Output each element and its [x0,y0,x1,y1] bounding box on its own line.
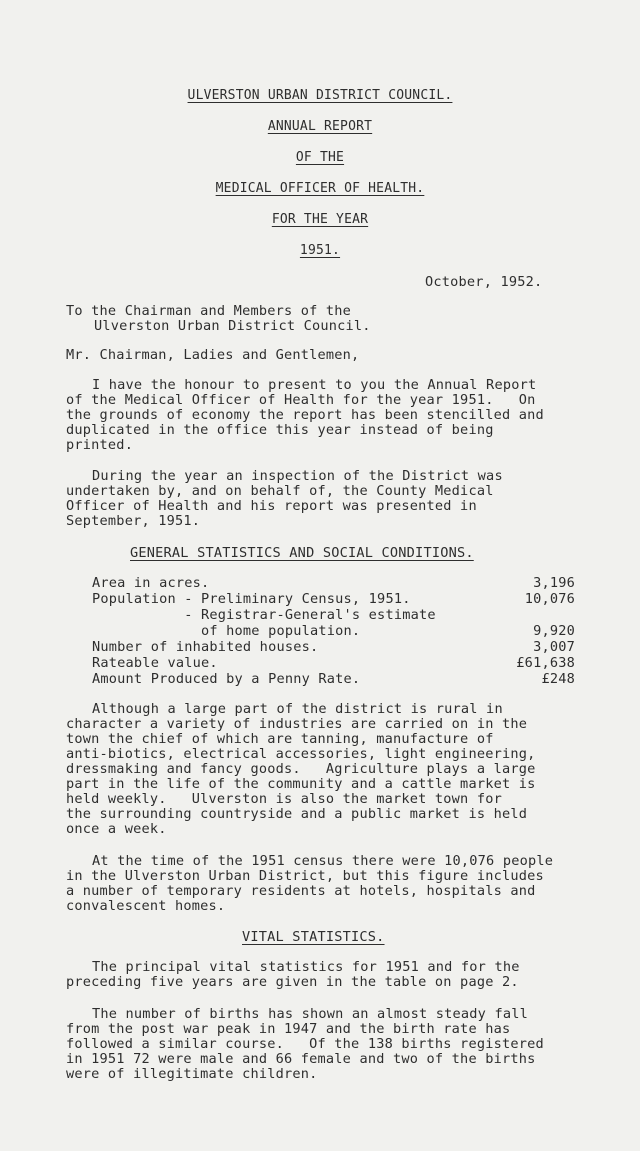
report-date: October, 1952. [425,274,543,290]
report-title: ANNUAL REPORT [267,119,373,134]
para6-line: in 1951 72 were male and 66 female and two of the births [66,1051,536,1067]
para3-line: part in the life of the community and a cattle market is [66,776,536,792]
stat-row [92,591,575,607]
para6-line: The number of births has shown an almost steady fall [92,1006,528,1022]
stat-row [92,655,575,671]
para5-line: The principal vital statistics for 1951 and for the [92,959,520,975]
para4-line: At the time of the 1951 census there were 10,076 people [92,853,554,869]
para2-line: September, 1951. [66,513,201,529]
section-title-general-statistics: GENERAL STATISTICS AND SOCIAL CONDITIONS. [130,545,474,561]
stat-label: Amount Produced by a Penny Rate. [92,671,361,687]
report-year: 1951. [299,243,341,258]
para6-line: from the post war peak in 1947 and the birth rate has [66,1021,511,1037]
stat-label: of home population. [92,623,361,639]
stat-row [92,623,575,639]
year-label: FOR THE YEAR [271,212,369,227]
para3-line: Although a large part of the district is rural in [92,701,503,717]
para3-line: dressmaking and fancy goods. Agriculture plays a large [66,761,536,777]
stat-value: 3,007 [533,639,575,655]
stat-label: Rateable value. [92,655,218,671]
stat-value: 9,920 [533,623,575,639]
para6-line: were of illegitimate children. [66,1066,318,1082]
para3-line: held weekly. Ulverston is also the market town for [66,791,502,807]
council-title: ULVERSTON URBAN DISTRICT COUNCIL. [187,88,453,103]
stat-value: £248 [541,671,575,687]
stat-row [92,575,575,591]
report-title-of: OF THE [295,150,345,165]
stat-value: 3,196 [533,575,575,591]
salutation: Mr. Chairman, Ladies and Gentlemen, [66,347,360,363]
para3-line: the surrounding countryside and a public market is held [66,806,528,822]
para4-line: convalescent homes. [66,898,226,914]
address-line-2: Ulverston Urban District Council. [94,318,371,334]
para3-line: anti-biotics, electrical accessories, light engineering, [66,746,536,762]
stat-label: - Registrar-General's estimate [92,607,436,623]
stat-row [92,671,575,687]
para1-line: of the Medical Officer of Health for the year 1951. On [66,392,536,408]
para5-line: preceding five years are given in the table on page 2. [66,974,519,990]
stat-row [92,607,575,623]
para1-line: the grounds of economy the report has been stencilled and [66,407,544,423]
para4-line: in the Ulverston Urban District, but this figure includes [66,868,544,884]
section-title-vital-statistics: VITAL STATISTICS. [242,929,385,945]
para6-line: followed a similar course. Of the 138 births registered [66,1036,544,1052]
para4-line: a number of temporary residents at hotels, hospitals and [66,883,536,899]
para1-line: printed. [66,437,134,453]
para1-line: I have the honour to present to you the Annual Report [92,377,537,393]
stat-label: Population - Preliminary Census, 1951. [92,591,411,607]
address-line-1: To the Chairman and Members of the [66,303,352,319]
stat-row [92,639,575,655]
para3-line: once a week. [66,821,167,837]
para3-line: character a variety of industries are carried on in the [66,716,528,732]
stat-label: Area in acres. [92,575,210,591]
para3-line: town the chief of which are tanning, manufacture of [66,731,494,747]
para2-line: Officer of Health and his report was presented in [66,498,477,514]
stat-label: Number of inhabited houses. [92,639,319,655]
para2-line: undertaken by, and on behalf of, the County Medical [66,483,494,499]
para1-line: duplicated in the office this year instead of being [66,422,494,438]
officer-title: MEDICAL OFFICER OF HEALTH. [215,181,425,196]
stat-value: £61,638 [516,655,575,671]
stat-value: 10,076 [524,591,575,607]
para2-line: During the year an inspection of the District was [92,468,503,484]
